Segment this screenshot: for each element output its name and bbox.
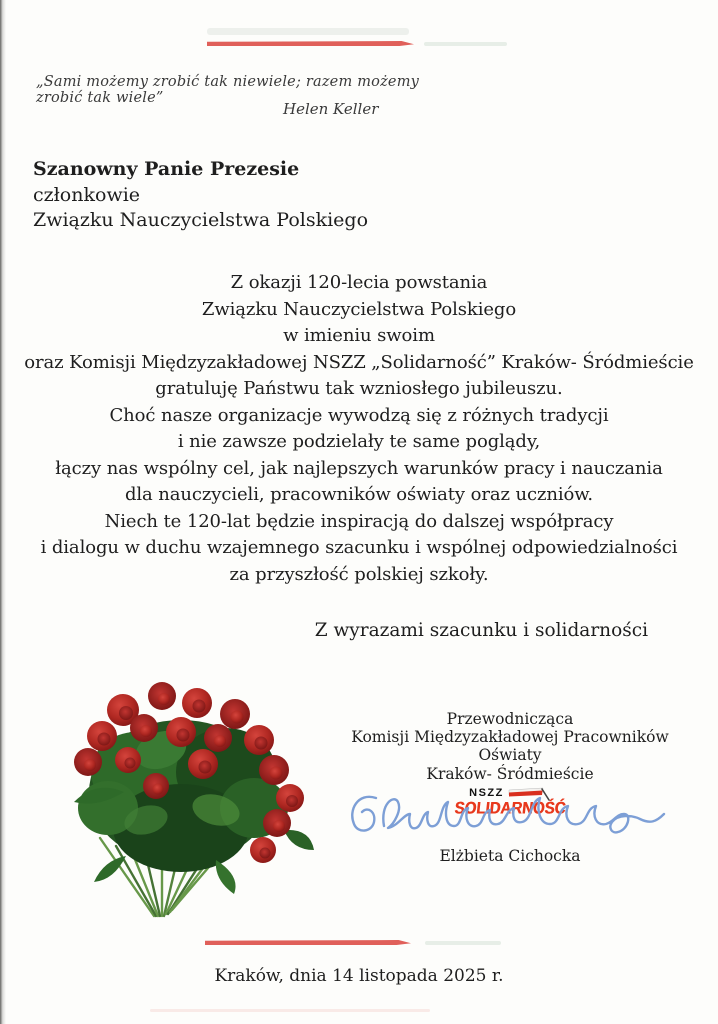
signer-name: Elżbieta Cichocka: [439, 846, 581, 865]
bottom-pink-streak: [150, 1009, 430, 1012]
body-line: Choć nasze organizacje wywodzą się z różnych tradycji: [109, 404, 609, 426]
handwritten-signature: [346, 784, 666, 846]
top-red-bar: [207, 41, 414, 46]
letter-body: [20, 270, 698, 588]
closing-formula: Z wyrazami szacunku i solidarności: [314, 620, 648, 641]
body-line: Z okazji 120-lecia powstania: [230, 272, 488, 293]
body-line: za przyszłość polskiej szkoły.: [229, 563, 489, 585]
salutation-block: [33, 157, 368, 234]
signer-title-line: Przewodnicząca: [446, 710, 574, 728]
body-line: i nie zawsze podzielały te same poglądy,: [177, 431, 541, 452]
bottom-red-bar: [205, 940, 411, 945]
signer-title-line: Kraków- Śródmieście: [426, 764, 594, 783]
signer-title-line: Komisji Międzyzakładowej Pracowników Oświaty: [351, 728, 669, 765]
body-line: łączy nas wspólny cel, jak najlepszych warunków pracy i nauczania: [55, 457, 663, 479]
body-line: w imieniu swoim: [283, 325, 435, 346]
body-line: Niech te 120-lat będzie inspiracją do dalszej współpracy: [104, 510, 614, 532]
motto-quote: „Sami możemy zrobić tak niewiele; razem możemy zrobić tak wiele”: [36, 74, 420, 106]
bottom-green-bar: [425, 941, 501, 945]
signature-block: [340, 710, 680, 865]
body-line: dla nauczycieli, pracowników oświaty oraz uczniów.: [124, 484, 594, 505]
dateline: Kraków, dnia 14 listopada 2025 r.: [214, 966, 504, 986]
motto-author: Helen Keller: [283, 100, 379, 118]
body-line: oraz Komisji Międzyzakładowej NSZZ „Solidarność” Kraków- Śródmieście: [24, 351, 694, 373]
roses-bouquet-image: [66, 680, 318, 920]
top-grey-smudge: [207, 28, 409, 35]
logo-solidarnosc-text: SOLIDARNOŚĆ: [453, 798, 567, 818]
salutation-line: Szanowny Panie Prezesie: [33, 158, 300, 180]
body-line: Związku Nauczycielstwa Polskiego: [201, 298, 517, 320]
salutation-line: Związku Nauczycielstwa Polskiego: [33, 209, 369, 231]
logo-nszz-text: NSZZ: [469, 786, 504, 799]
body-line: gratuluję Państwu tak wzniosłego jubileuszu.: [155, 378, 563, 399]
top-green-bar: [424, 42, 507, 46]
body-line: i dialogu w duchu wzajemnego szacunku i wspólnej odpowiedzialności: [40, 537, 678, 558]
salutation-line: członkowie: [33, 183, 141, 206]
